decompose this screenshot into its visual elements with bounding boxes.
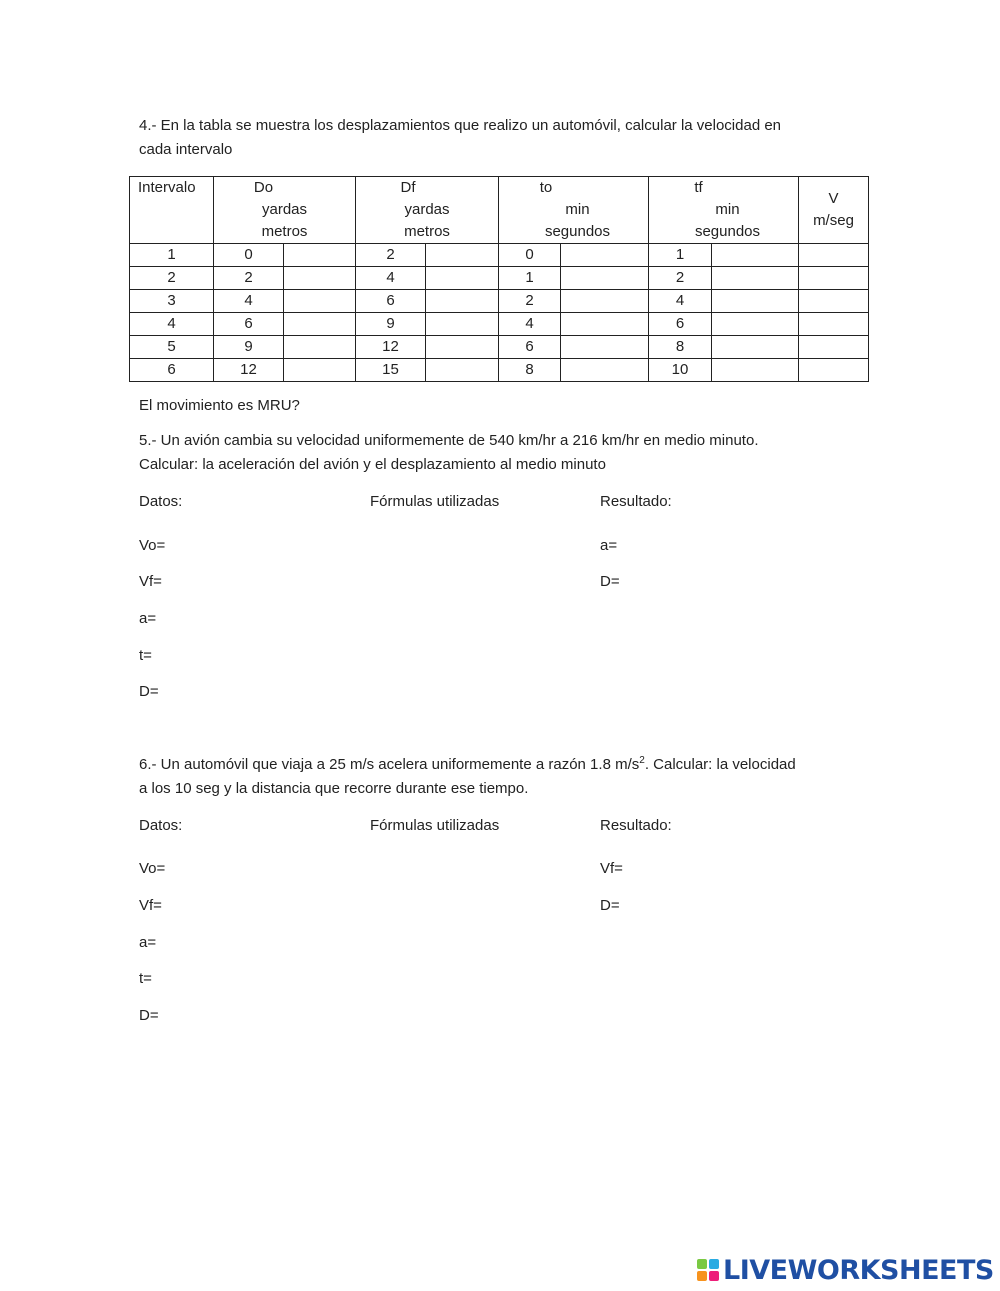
q4-text-line1: 4.- En la tabla se muestra los desplazamientos que realizo un automóvil, calcular la velocidad en	[139, 117, 782, 134]
q6-text-line1-b: . Calcular: la velocidad	[644, 756, 796, 773]
displacement-table	[129, 176, 869, 382]
cell-tf-segundos[interactable]	[712, 290, 799, 313]
table-row	[130, 290, 869, 313]
header-to	[499, 177, 649, 244]
cell-intervalo: 6	[130, 359, 214, 382]
q6-dato-vo: Vo=	[139, 860, 166, 877]
header-do	[214, 177, 356, 244]
cell-do-metros[interactable]	[284, 244, 356, 267]
cell-df-metros[interactable]	[426, 267, 499, 290]
cell-do-yardas: 4	[214, 290, 284, 313]
cell-to-min: 4	[499, 313, 561, 336]
header-tf-min: min	[715, 201, 740, 218]
cell-df-yardas: 2	[356, 244, 426, 267]
cell-df-metros[interactable]	[426, 244, 499, 267]
cell-do-yardas: 12	[214, 359, 284, 382]
cell-velocidad[interactable]	[799, 359, 869, 382]
cell-velocidad[interactable]	[799, 313, 869, 336]
cell-to-segundos[interactable]	[561, 267, 649, 290]
cell-tf-min: 6	[649, 313, 712, 336]
liveworksheets-logo	[697, 1254, 994, 1286]
q5-resultado-label: Resultado:	[600, 493, 672, 510]
cell-df-yardas: 15	[356, 359, 426, 382]
q5-formulas-label: Fórmulas utilizadas	[370, 493, 500, 510]
q5-dato-vo: Vo=	[139, 537, 166, 554]
q6-formulas-label: Fórmulas utilizadas	[370, 817, 500, 834]
header-do-metros: metros	[261, 223, 308, 240]
header-df-yardas: yardas	[404, 201, 450, 218]
cell-intervalo: 1	[130, 244, 214, 267]
cell-tf-min: 4	[649, 290, 712, 313]
q6-superscript: 2	[639, 755, 645, 766]
q6-datos-label: Datos:	[139, 817, 183, 834]
cell-tf-min: 1	[649, 244, 712, 267]
cell-to-segundos[interactable]	[561, 336, 649, 359]
cell-to-segundos[interactable]	[561, 313, 649, 336]
logo-text: LIVEWORKSHEETS	[723, 1254, 994, 1286]
cell-intervalo: 5	[130, 336, 214, 359]
cell-velocidad[interactable]	[799, 244, 869, 267]
table-row	[130, 359, 869, 382]
cell-do-yardas: 9	[214, 336, 284, 359]
q5-resultado-d: D=	[600, 573, 620, 590]
q4-text-line2: cada intervalo	[139, 141, 233, 158]
cell-df-yardas: 6	[356, 290, 426, 313]
cell-to-min: 8	[499, 359, 561, 382]
header-v-unit: m/seg	[813, 212, 854, 229]
cell-do-yardas: 0	[214, 244, 284, 267]
cell-df-metros[interactable]	[426, 313, 499, 336]
cell-do-metros[interactable]	[284, 336, 356, 359]
cell-to-segundos[interactable]	[561, 244, 649, 267]
q6-resultado-label: Resultado:	[600, 817, 672, 834]
cell-df-metros[interactable]	[426, 336, 499, 359]
cell-df-metros[interactable]	[426, 359, 499, 382]
q5-dato-d: D=	[139, 683, 159, 700]
q5-dato-a: a=	[139, 610, 157, 627]
cell-tf-segundos[interactable]	[712, 244, 799, 267]
cell-do-metros[interactable]	[284, 359, 356, 382]
header-tf-segundos: segundos	[694, 223, 761, 240]
header-intervalo: Intervalo	[130, 177, 214, 244]
table-row	[130, 267, 869, 290]
cell-to-min: 6	[499, 336, 561, 359]
table-header-row	[130, 177, 869, 244]
q5-text-line1: 5.- Un avión cambia su velocidad uniformemente de 540 km/hr a 216 km/hr en medio minuto.	[139, 432, 759, 449]
cell-tf-min: 10	[649, 359, 712, 382]
cell-do-metros[interactable]	[284, 313, 356, 336]
header-to-segundos: segundos	[544, 223, 611, 240]
table-row	[130, 313, 869, 336]
cell-df-metros[interactable]	[426, 290, 499, 313]
q6-dato-d: D=	[139, 1007, 159, 1024]
cell-do-metros[interactable]	[284, 267, 356, 290]
cell-to-segundos[interactable]	[561, 359, 649, 382]
cell-do-metros[interactable]	[284, 290, 356, 313]
cell-to-min: 0	[499, 244, 561, 267]
q6-dato-a: a=	[139, 934, 157, 951]
q6-dato-t: t=	[139, 970, 152, 987]
cell-to-min: 1	[499, 267, 561, 290]
header-do-label: Do	[253, 179, 274, 196]
cell-velocidad[interactable]	[799, 290, 869, 313]
cell-df-yardas: 4	[356, 267, 426, 290]
cell-tf-min: 2	[649, 267, 712, 290]
q5-dato-t: t=	[139, 647, 152, 664]
cell-intervalo: 3	[130, 290, 214, 313]
cell-to-segundos[interactable]	[561, 290, 649, 313]
cell-to-min: 2	[499, 290, 561, 313]
cell-tf-segundos[interactable]	[712, 267, 799, 290]
header-to-min: min	[565, 201, 590, 218]
q5-resultado-a: a=	[600, 537, 618, 554]
liveworksheets-logo-icon	[697, 1259, 719, 1281]
header-df	[356, 177, 499, 244]
header-do-yardas: yardas	[261, 201, 308, 218]
cell-intervalo: 4	[130, 313, 214, 336]
header-v	[799, 177, 869, 244]
q6-text-line1-a: 6.- Un automóvil que viaja a 25 m/s acelera uniformemente a razón 1.8 m/s	[139, 756, 640, 773]
table-row	[130, 336, 869, 359]
cell-tf-segundos[interactable]	[712, 336, 799, 359]
cell-intervalo: 2	[130, 267, 214, 290]
header-tf-label: tf	[694, 179, 703, 196]
q5-text-line2: Calcular: la aceleración del avión y el desplazamiento al medio minuto	[139, 456, 606, 473]
cell-do-yardas: 6	[214, 313, 284, 336]
cell-df-yardas: 9	[356, 313, 426, 336]
q6-resultado-vf: Vf=	[600, 860, 623, 877]
cell-tf-segundos[interactable]	[712, 313, 799, 336]
cell-do-yardas: 2	[214, 267, 284, 290]
cell-tf-min: 8	[649, 336, 712, 359]
q6-resultado-d: D=	[600, 897, 620, 914]
table-row	[130, 244, 869, 267]
cell-velocidad[interactable]	[799, 336, 869, 359]
cell-df-yardas: 12	[356, 336, 426, 359]
q6-text-line1	[139, 753, 796, 777]
header-df-metros: metros	[404, 223, 450, 240]
q5-datos-label: Datos:	[139, 493, 183, 510]
q6-dato-vf: Vf=	[139, 897, 162, 914]
header-to-label: to	[539, 179, 553, 196]
header-v-label: V	[828, 190, 839, 207]
header-tf	[649, 177, 799, 244]
q5-dato-vf: Vf=	[139, 573, 162, 590]
header-df-label: Df	[400, 179, 416, 196]
q6-text-line2: a los 10 seg y la distancia que recorre durante ese tiempo.	[139, 780, 529, 797]
mru-question: El movimiento es MRU?	[139, 397, 300, 414]
cell-velocidad[interactable]	[799, 267, 869, 290]
cell-tf-segundos[interactable]	[712, 359, 799, 382]
